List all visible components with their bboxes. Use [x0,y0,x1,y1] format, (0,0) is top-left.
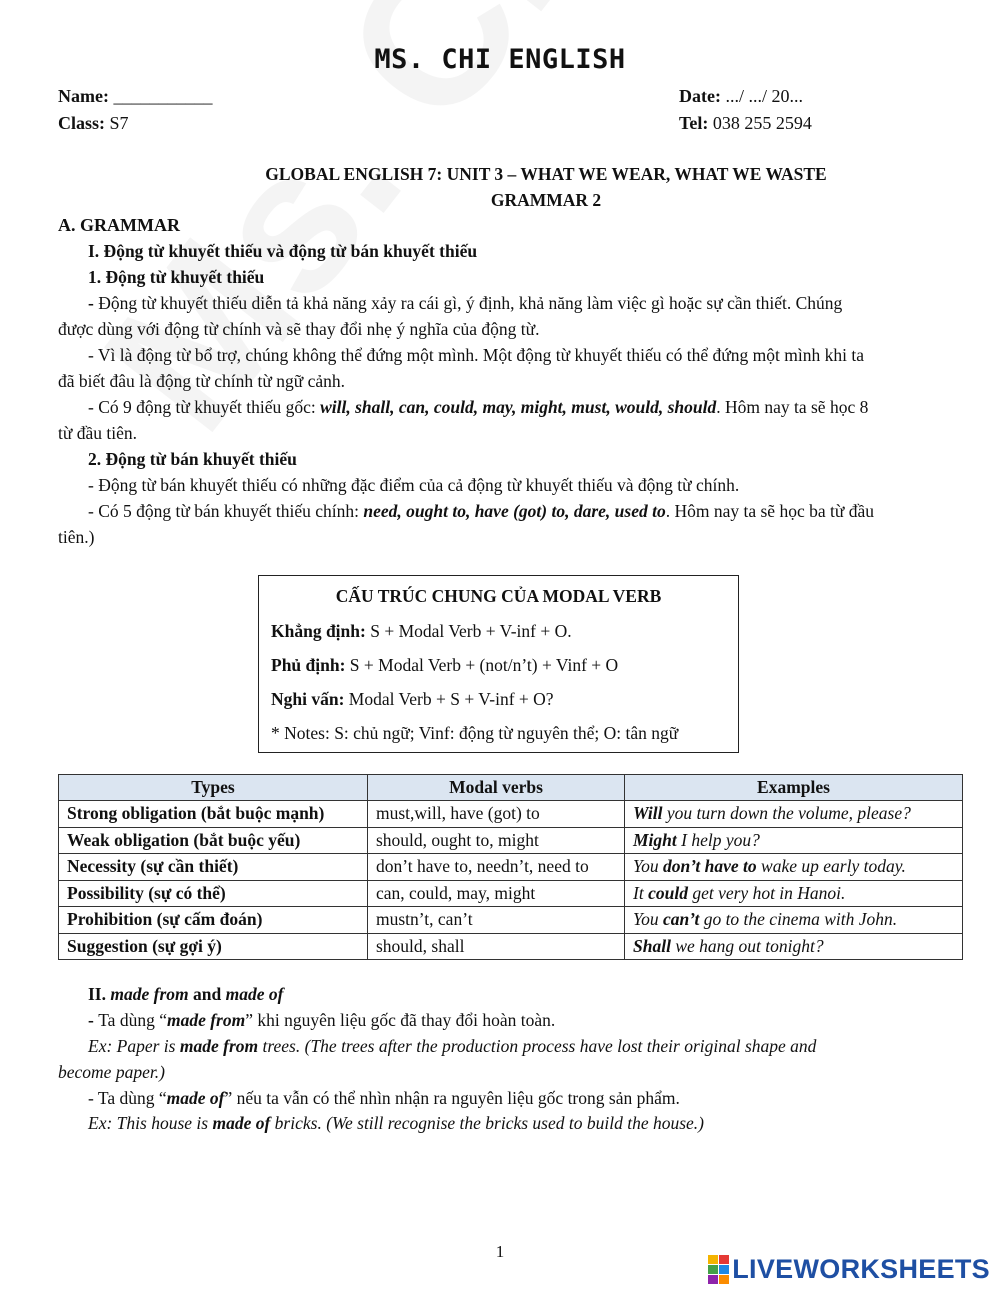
example-cell: You don’t have to wake up early today. [625,854,963,881]
type-cell: Strong obligation (bắt buộc mạnh) [59,801,368,828]
notes-row: * Notes: S: chủ ngữ; Vinf: động từ nguyên thể; O: tân ngữ [271,723,679,743]
brand-title: MS. CHI ENGLISH [374,44,626,75]
table-header-row [59,775,963,801]
name-line [58,86,212,107]
header-modal-verbs: Modal verbs [368,775,625,801]
table-row [59,933,963,960]
tel-value: 038 255 2594 [712,113,812,133]
paragraph-4: - Động từ bán khuyết thiếu có những đặc điểm của cả động từ khuyết thiếu và động từ chính. [88,475,740,495]
table-row [59,907,963,934]
paragraph-3-line2: từ đầu tiên. [58,423,137,443]
date-line [679,86,803,107]
example-cell: Shall we hang out tonight? [625,933,963,960]
page-number: 1 [495,1242,505,1261]
example-cell: Will you turn down the volume, please? [625,801,963,828]
paragraph-5-line1: - Có 5 động từ bán khuyết thiếu chính: need, ought to, have (got) to, dare, used to. Hôm nay ta sẽ học ba từ đầu [88,501,874,521]
table-row [59,854,963,881]
verbs-cell: should, ought to, might [368,827,625,854]
liveworksheets-text: LIVEWORKSHEETS [732,1254,990,1284]
tel-line [679,113,812,134]
table-row [59,801,963,828]
liveworksheets-blocks-icon [708,1255,729,1284]
tel-label: Tel: [679,113,709,133]
type-cell: Weak obligation (bắt buộc yếu) [59,827,368,854]
paragraph-1-line2: được dùng với động từ chính và sẽ thay đổi nhẹ ý nghĩa của động từ. [58,319,540,339]
made-from-example-line1: Ex: Paper is made from trees. (The trees after the production process have lost their original shape and [88,1036,817,1056]
paragraph-1-line1: - Động từ khuyết thiếu diễn tả khả năng xảy ra cái gì, ý định, khả năng làm việc gì hoặc sự cần thiết. Chúng [88,293,843,313]
structure-box-title: CẤU TRÚC CHUNG CỦA MODAL VERB [335,586,662,606]
paragraph-5-line2: tiên.) [58,527,95,547]
class-label: Class: [58,113,106,133]
sub2-heading: 2. Động từ bán khuyết thiếu [88,449,297,469]
liveworksheets-logo[interactable] [708,1254,990,1285]
part1-heading: I. Động từ khuyết thiếu và động từ bán khuyết thiếu [88,241,478,261]
type-cell: Necessity (sự cần thiết) [59,854,368,881]
made-from-rule: - Ta dùng “made from” khi nguyên liệu gốc đã thay đổi hoàn toàn. [88,1010,556,1030]
example-cell: Might I help you? [625,827,963,854]
verbs-cell: mustn’t, can’t [368,907,625,934]
type-cell: Prohibition (sự cấm đoán) [59,907,368,934]
sub1-heading: 1. Động từ khuyết thiếu [88,267,265,287]
grammar-title: GRAMMAR 2 [490,190,602,210]
paragraph-2-line1: - Vì là động từ bổ trợ, chúng không thể đứng một mình. Một động từ khuyết thiếu có thể đứng một mình khi ta [88,345,864,365]
name-value: ___________ [113,86,213,106]
semi-modal-list: need, ought to, have (got) to, dare, used to [363,501,666,521]
class-line [58,113,129,134]
negative-row: Phủ định: S + Modal Verb + (not/n’t) + Vinf + O [271,655,619,675]
section-a-heading: A. GRAMMAR [58,215,180,235]
structure-box [258,575,739,753]
made-of-example: Ex: This house is made of bricks. (We still recognise the bricks used to build the house.) [88,1113,704,1133]
example-cell: You can’t go to the cinema with John. [625,907,963,934]
unit-title: GLOBAL ENGLISH 7: UNIT 3 – WHAT WE WEAR, WHAT WE WASTE [265,164,827,184]
paragraph-2-line2: đã biết đâu là động từ chính từ ngữ cảnh. [58,371,345,391]
made-of-rule: - Ta dùng “made of” nếu ta vẫn có thể nhìn nhận ra nguyên liệu gốc trong sản phẩm. [88,1088,680,1108]
name-label: Name: [58,86,109,106]
verbs-cell: should, shall [368,933,625,960]
header-types: Types [59,775,368,801]
verbs-cell: can, could, may, might [368,880,625,907]
table-row [59,827,963,854]
date-value: .../ .../ 20... [725,86,803,106]
verbs-cell: must,will, have (got) to [368,801,625,828]
part2-heading: II. made from and made of [88,984,284,1004]
modal-verb-list: will, shall, can, could, may, might, must, would, should [320,397,717,417]
example-cell: It could get very hot in Hanoi. [625,880,963,907]
paragraph-3-line1: - Có 9 động từ khuyết thiếu gốc: will, shall, can, could, may, might, must, would, should. Hôm nay ta sẽ học 8 [88,397,869,417]
header-examples: Examples [625,775,963,801]
affirmative-row: Khẳng định: S + Modal Verb + V-inf + O. [271,621,572,641]
type-cell: Possibility (sự có thể) [59,880,368,907]
class-value: S7 [109,113,129,133]
made-from-example-line2: become paper.) [58,1062,165,1082]
modal-verbs-table [58,774,963,960]
verbs-cell: don’t have to, needn’t, need to [368,854,625,881]
question-row: Nghi vấn: Modal Verb + S + V-inf + O? [271,689,554,709]
table-row [59,880,963,907]
type-cell: Suggestion (sự gợi ý) [59,933,368,960]
date-label: Date: [679,86,721,106]
